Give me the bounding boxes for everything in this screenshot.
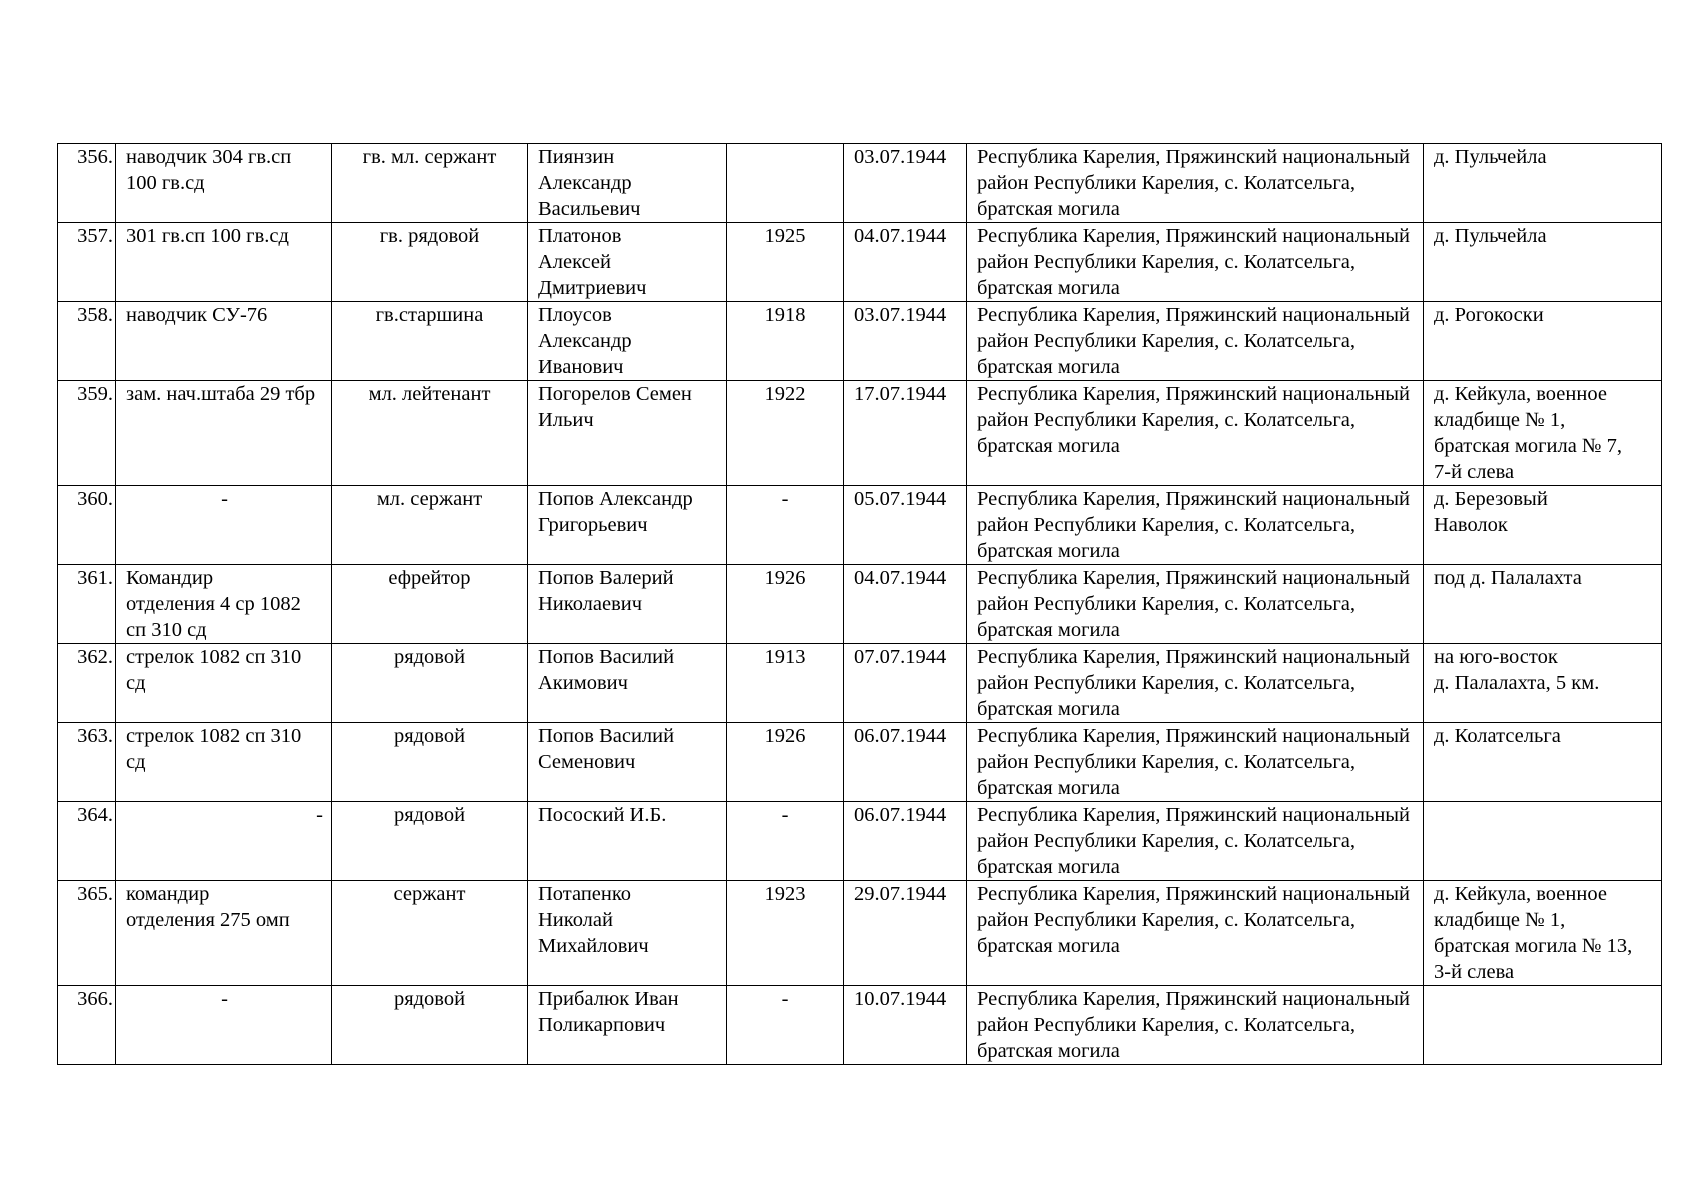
military-rank: мл. сержант bbox=[332, 486, 528, 565]
full-name: Платонов Алексей Дмитриевич bbox=[528, 223, 727, 302]
full-name: Попов Валерий Николаевич bbox=[528, 565, 727, 644]
military-rank: рядовой bbox=[332, 723, 528, 802]
table-row bbox=[58, 881, 1662, 986]
record-number: 357. bbox=[58, 223, 116, 302]
military-unit: - bbox=[116, 486, 332, 565]
full-name: Плоусов Александр Иванович bbox=[528, 302, 727, 381]
birth-year: 1926 bbox=[727, 723, 844, 802]
record-number: 356. bbox=[58, 144, 116, 223]
birth-year bbox=[727, 144, 844, 223]
military-unit: стрелок 1082 сп 310 сд bbox=[116, 644, 332, 723]
birth-year: 1926 bbox=[727, 565, 844, 644]
table-body bbox=[58, 144, 1662, 1065]
birth-year: 1922 bbox=[727, 381, 844, 486]
burial-location: Республика Карелия, Пряжинский национальный район Республики Карелия, с. Колатсельга, братская могила bbox=[967, 723, 1424, 802]
full-name: Пиянзин Александр Васильевич bbox=[528, 144, 727, 223]
table-row bbox=[58, 644, 1662, 723]
full-name: Погорелов Семен Ильич bbox=[528, 381, 727, 486]
death-place: д. Кейкула, военное кладбище № 1, братская могила № 7, 7-й слева bbox=[1424, 381, 1662, 486]
full-name: Попов Василий Акимович bbox=[528, 644, 727, 723]
death-place: д. Пульчейла bbox=[1424, 144, 1662, 223]
burial-location: Республика Карелия, Пряжинский национальный район Республики Карелия, с. Колатсельга, братская могила bbox=[967, 486, 1424, 565]
death-date: 06.07.1944 bbox=[844, 802, 967, 881]
burial-records-table bbox=[57, 143, 1662, 1065]
military-unit: - bbox=[116, 986, 332, 1065]
table-row bbox=[58, 486, 1662, 565]
death-place: под д. Палалахта bbox=[1424, 565, 1662, 644]
death-place: д. Кейкула, военное кладбище № 1, братская могила № 13, 3-й слева bbox=[1424, 881, 1662, 986]
full-name: Посоский И.Б. bbox=[528, 802, 727, 881]
burial-location: Республика Карелия, Пряжинский национальный район Республики Карелия, с. Колатсельга, братская могила bbox=[967, 223, 1424, 302]
birth-year: - bbox=[727, 486, 844, 565]
death-date: 04.07.1944 bbox=[844, 223, 967, 302]
birth-year: 1925 bbox=[727, 223, 844, 302]
death-date: 04.07.1944 bbox=[844, 565, 967, 644]
burial-location: Республика Карелия, Пряжинский национальный район Республики Карелия, с. Колатсельга, братская могила bbox=[967, 881, 1424, 986]
record-number: 366. bbox=[58, 986, 116, 1065]
death-place: д. Березовый Наволок bbox=[1424, 486, 1662, 565]
burial-location: Республика Карелия, Пряжинский национальный район Республики Карелия, с. Колатсельга, братская могила bbox=[967, 644, 1424, 723]
military-unit: - bbox=[116, 802, 332, 881]
full-name: Попов Александр Григорьевич bbox=[528, 486, 727, 565]
burial-location: Республика Карелия, Пряжинский национальный район Республики Карелия, с. Колатсельга, братская могила bbox=[967, 302, 1424, 381]
military-unit: зам. нач.штаба 29 тбр bbox=[116, 381, 332, 486]
birth-year: 1923 bbox=[727, 881, 844, 986]
birth-year: - bbox=[727, 986, 844, 1065]
record-number: 361. bbox=[58, 565, 116, 644]
birth-year: 1918 bbox=[727, 302, 844, 381]
military-rank: ефрейтор bbox=[332, 565, 528, 644]
death-date: 05.07.1944 bbox=[844, 486, 967, 565]
table-row bbox=[58, 986, 1662, 1065]
record-number: 364. bbox=[58, 802, 116, 881]
military-rank: рядовой bbox=[332, 644, 528, 723]
military-rank: рядовой bbox=[332, 802, 528, 881]
military-unit: 301 гв.сп 100 гв.сд bbox=[116, 223, 332, 302]
table-row bbox=[58, 223, 1662, 302]
death-place: на юго-восток д. Палалахта, 5 км. bbox=[1424, 644, 1662, 723]
full-name: Прибалюк Иван Поликарпович bbox=[528, 986, 727, 1065]
table-row bbox=[58, 144, 1662, 223]
table-row bbox=[58, 565, 1662, 644]
table-row bbox=[58, 381, 1662, 486]
table-row bbox=[58, 302, 1662, 381]
military-unit: наводчик 304 гв.сп 100 гв.сд bbox=[116, 144, 332, 223]
military-rank: сержант bbox=[332, 881, 528, 986]
record-number: 365. bbox=[58, 881, 116, 986]
military-unit: командир отделения 275 омп bbox=[116, 881, 332, 986]
burial-location: Республика Карелия, Пряжинский национальный район Республики Карелия, с. Колатсельга, братская могила bbox=[967, 802, 1424, 881]
death-date: 29.07.1944 bbox=[844, 881, 967, 986]
death-place bbox=[1424, 802, 1662, 881]
death-place bbox=[1424, 986, 1662, 1065]
military-rank: гв. мл. сержант bbox=[332, 144, 528, 223]
record-number: 359. bbox=[58, 381, 116, 486]
death-date: 06.07.1944 bbox=[844, 723, 967, 802]
burial-location: Республика Карелия, Пряжинский национальный район Республики Карелия, с. Колатсельга, братская могила bbox=[967, 144, 1424, 223]
death-date: 03.07.1944 bbox=[844, 302, 967, 381]
table-row bbox=[58, 802, 1662, 881]
military-rank: гв. рядовой bbox=[332, 223, 528, 302]
full-name: Попов Василий Семенович bbox=[528, 723, 727, 802]
record-number: 358. bbox=[58, 302, 116, 381]
burial-location: Республика Карелия, Пряжинский национальный район Республики Карелия, с. Колатсельга, братская могила bbox=[967, 986, 1424, 1065]
military-unit: Командир отделения 4 ср 1082 сп 310 сд bbox=[116, 565, 332, 644]
death-date: 03.07.1944 bbox=[844, 144, 967, 223]
death-place: д. Пульчейла bbox=[1424, 223, 1662, 302]
military-rank: рядовой bbox=[332, 986, 528, 1065]
military-unit: наводчик СУ-76 bbox=[116, 302, 332, 381]
military-rank: мл. лейтенант bbox=[332, 381, 528, 486]
record-number: 362. bbox=[58, 644, 116, 723]
full-name: Потапенко Николай Михайлович bbox=[528, 881, 727, 986]
death-place: д. Рогокоски bbox=[1424, 302, 1662, 381]
burial-location: Республика Карелия, Пряжинский национальный район Республики Карелия, с. Колатсельга, братская могила bbox=[967, 565, 1424, 644]
burial-location: Республика Карелия, Пряжинский национальный район Республики Карелия, с. Колатсельга, братская могила bbox=[967, 381, 1424, 486]
military-rank: гв.старшина bbox=[332, 302, 528, 381]
death-date: 17.07.1944 bbox=[844, 381, 967, 486]
birth-year: - bbox=[727, 802, 844, 881]
death-place: д. Колатсельга bbox=[1424, 723, 1662, 802]
death-date: 07.07.1944 bbox=[844, 644, 967, 723]
birth-year: 1913 bbox=[727, 644, 844, 723]
table-row bbox=[58, 723, 1662, 802]
record-number: 363. bbox=[58, 723, 116, 802]
record-number: 360. bbox=[58, 486, 116, 565]
military-unit: стрелок 1082 сп 310 сд bbox=[116, 723, 332, 802]
death-date: 10.07.1944 bbox=[844, 986, 967, 1065]
